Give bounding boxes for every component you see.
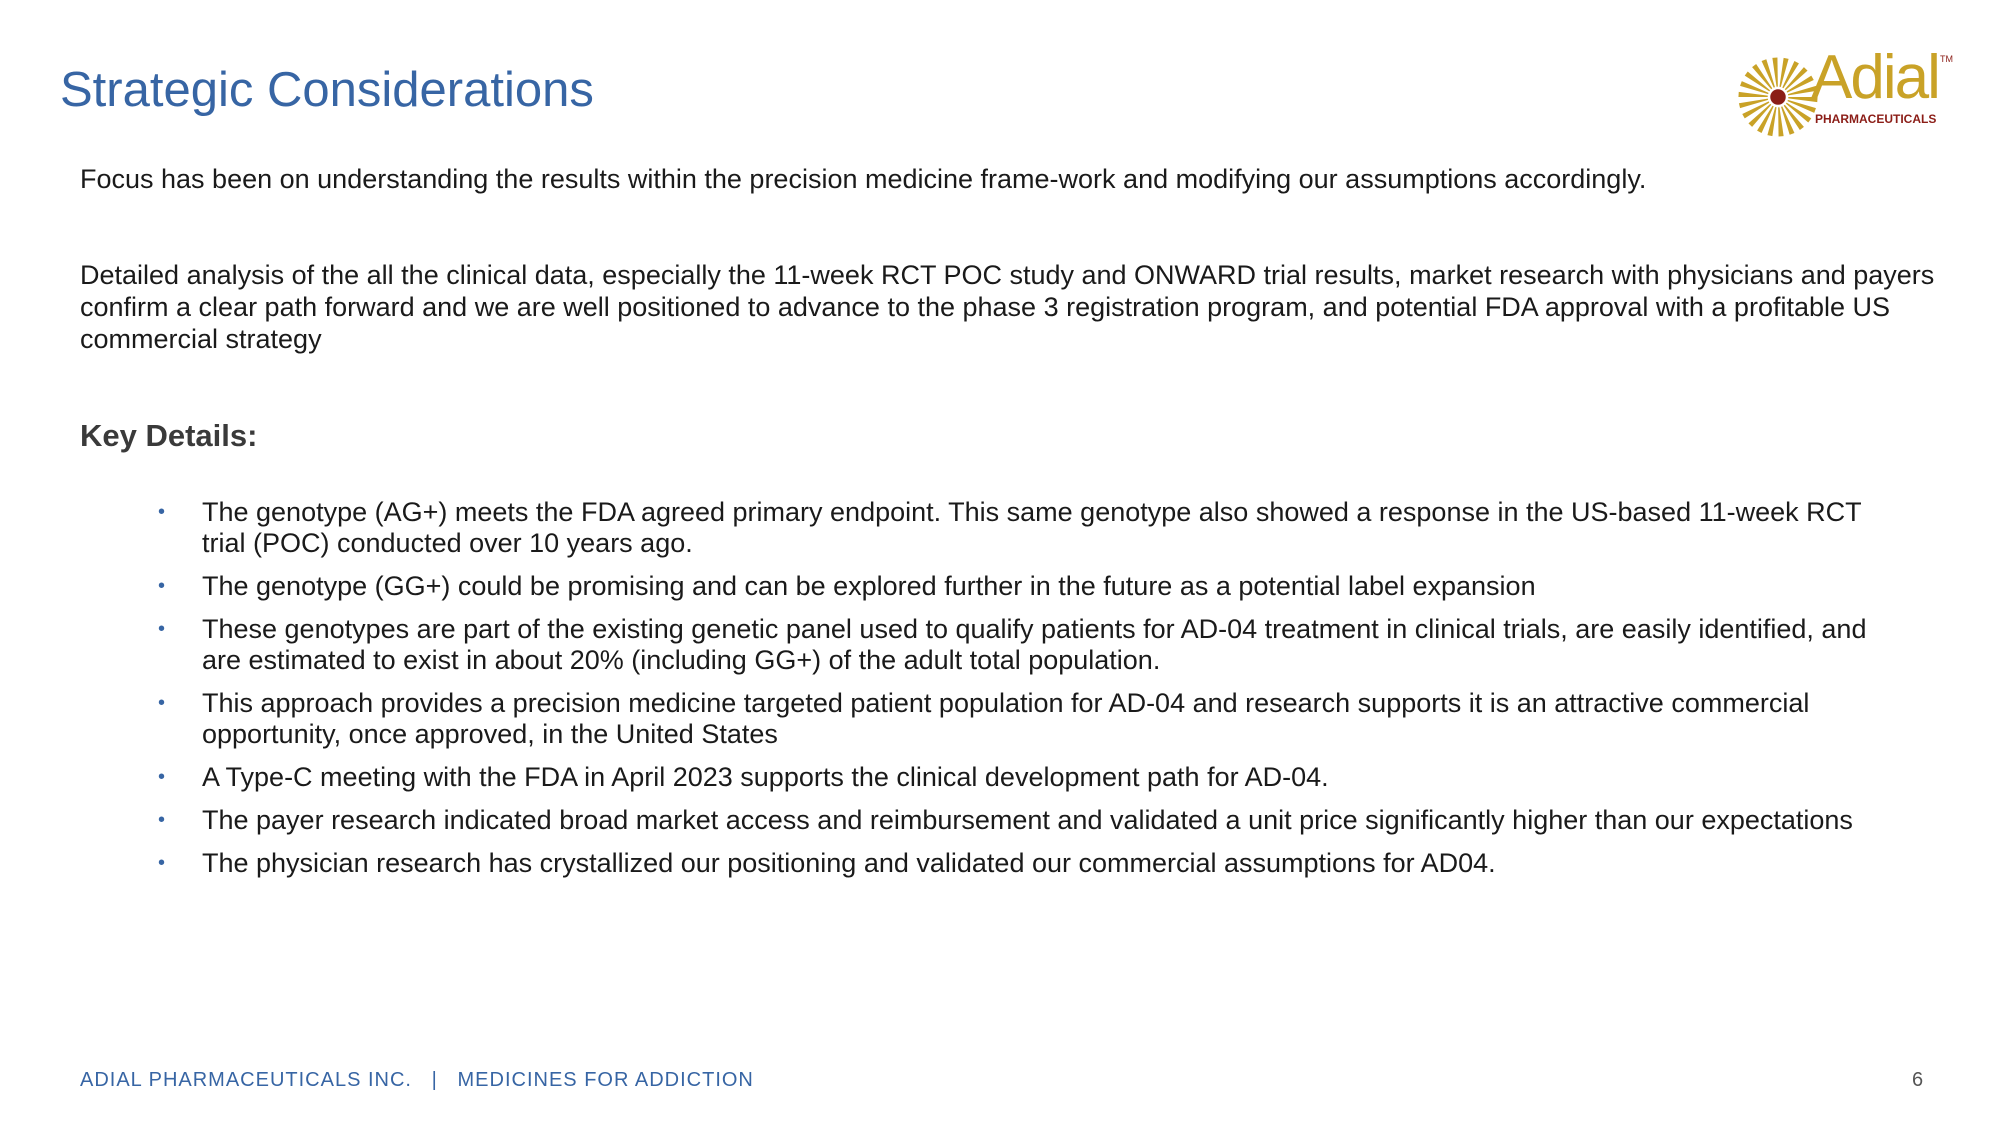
intro-paragraph: Focus has been on understanding the results within the precision medicine frame-work and modifying our assumptions accordingly. [80,164,1647,194]
list-item [0,805,1902,836]
list-item [0,614,1902,676]
bullet-text: A Type-C meeting with the FDA in April 2023 supports the clinical development path for AD-04. [202,762,1329,792]
bullet-text: The payer research indicated broad market access and reimbursement and validated a unit price significantly higher than our expectations [202,805,1853,835]
bullet-text: The physician research has crystallized our positioning and validated our commercial assumptions for AD04. [202,848,1496,878]
logo-wordmark: Adial [1811,43,1939,112]
logo-subtitle: PHARMACEUTICALS [1815,112,1937,126]
bullet-icon: • [158,501,166,523]
logo-trademark: TM [1940,54,1953,64]
bullet-text: The genotype (GG+) could be promising and can be explored further in the future as a potential label expansion [202,571,1536,601]
company-logo [1735,43,1960,142]
page-number: 6 [1912,1069,1924,1091]
list-item [0,688,1902,750]
bullet-icon: • [158,809,166,831]
bullet-text: This approach provides a precision medicine targeted patient population for AD-04 and research supports it is an attractive commercial opportunity, once approved, in the United States [202,688,1810,749]
analysis-paragraph: Detailed analysis of the all the clinical data, especially the 11-week RCT POC study and ONWARD trial results, market research with physicians and payers confirm a clear path forward and we are well positioned to advance to the phase 3 registration program, and potential FDA approval with a profitable US commercial strategy [80,260,1935,354]
list-item [0,762,1902,793]
list-item [0,497,1902,559]
bullet-icon: • [158,618,166,640]
key-details-heading: Key Details: [80,418,258,453]
list-item [0,571,1902,602]
bullet-text: These genotypes are part of the existing genetic panel used to qualify patients for AD-04 treatment in clinical trials, are easily identified, and are estimated to exist in about 20% (including GG+) of the adult total population. [202,614,1867,675]
list-item [0,848,1902,879]
footer-company-tagline: ADIAL PHARMACEUTICALS INC. | MEDICINES FOR ADDICTION [80,1069,754,1091]
sunburst-logo-icon [1735,54,1821,140]
bullet-icon: • [158,692,166,714]
bullet-icon: • [158,852,166,874]
bullet-icon: • [158,575,166,597]
slide-title: Strategic Considerations [60,63,594,117]
bullet-icon: • [158,766,166,788]
bullet-text: The genotype (AG+) meets the FDA agreed primary endpoint. This same genotype also showed a response in the US-based 11-week RCT trial (POC) conducted over 10 years ago. [202,497,1862,558]
key-details-list [0,497,2000,891]
